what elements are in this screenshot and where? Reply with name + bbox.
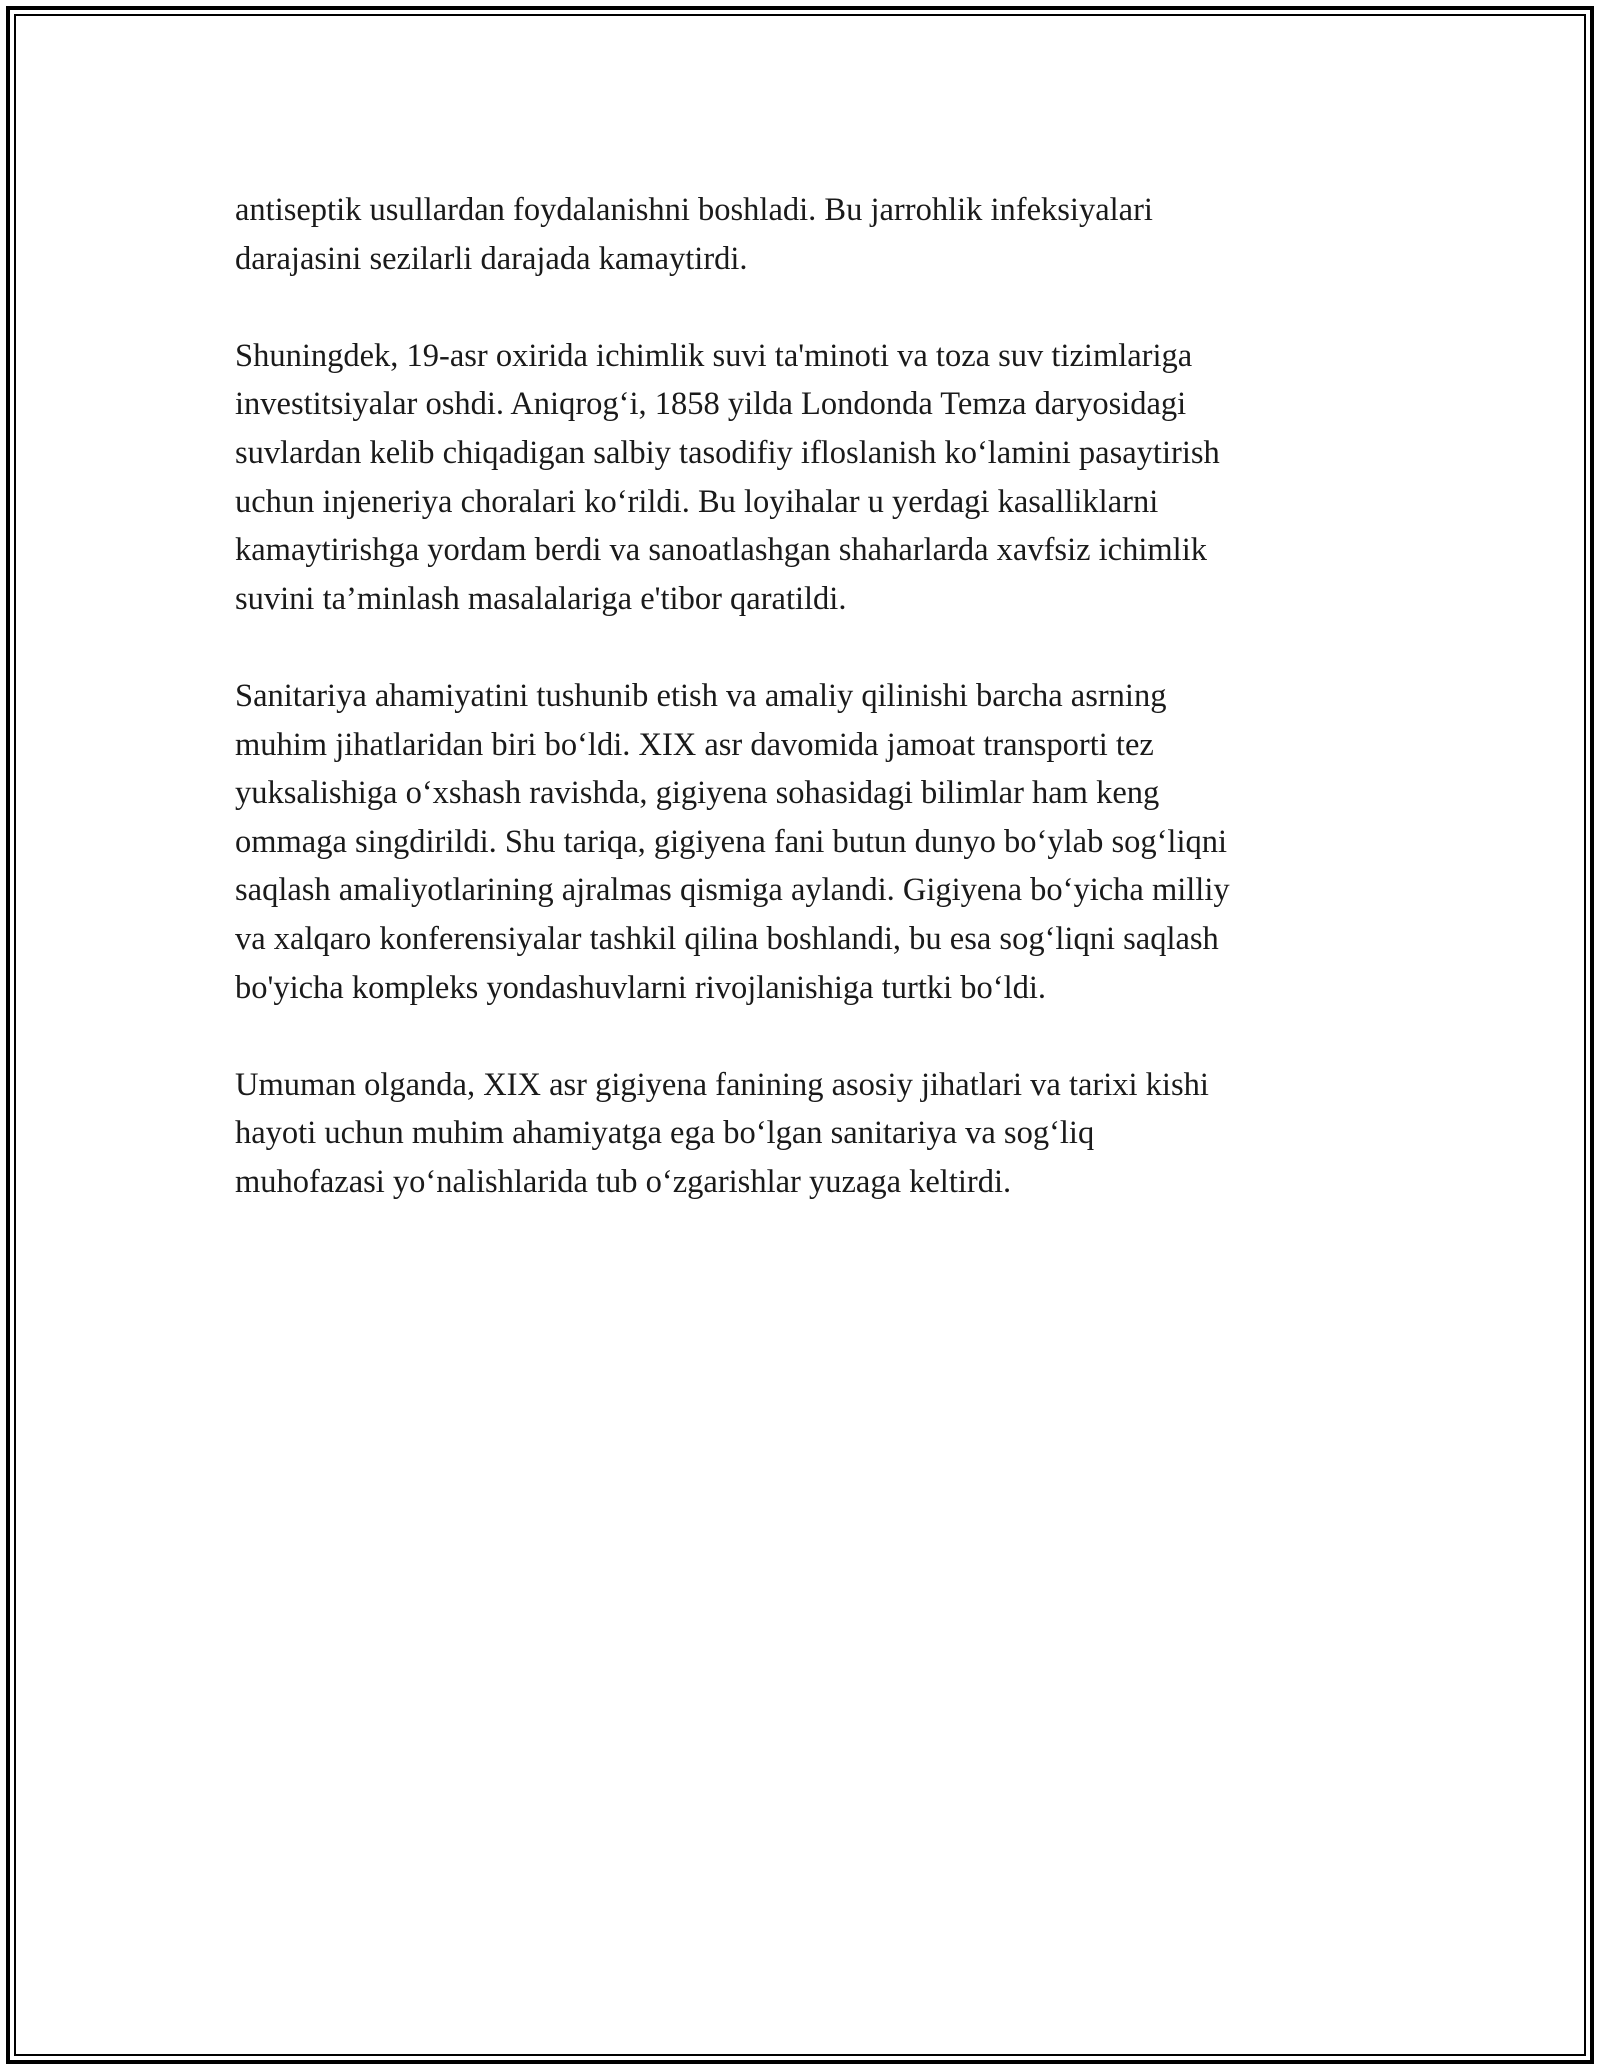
text-line: ommaga singdirildi. Shu tariqa, gigiyena fani butun dunyo bo‘ylab sog‘liqni (235, 823, 1228, 860)
text-line: suvini ta’minlash masalalariga e'tibor qaratildi. (235, 580, 847, 617)
document-body (235, 186, 1385, 1255)
text-line: suvlardan kelib chiqadigan salbiy tasodifiy ifloslanish ko‘lamini pasaytirish (235, 434, 1220, 471)
text-line: hayoti uchun muhim ahamiyatga ega bo‘lgan sanitariya va sog‘liq (235, 1115, 1095, 1152)
text-line: antiseptik usullardan foydalanishni boshladi. Bu jarrohlik infeksiyalari (235, 192, 1153, 228)
text-line: uchun injeneriya choralari ko‘rildi. Bu loyihalar u yerdagi kasalliklarni (235, 483, 1159, 520)
text-line: darajasini sezilarli darajada kamaytirdi. (235, 240, 748, 277)
text-line: muhofazasi yo‘nalishlarida tub o‘zgarishlar yuzaga keltirdi. (235, 1163, 1012, 1200)
text-line: yuksalishiga o‘xshash ravishda, gigiyena sohasidagi bilimlar ham keng (235, 775, 1160, 812)
text-line: Shuningdek, 19-asr oxirida ichimlik suvi ta'minoti va toza suv tizimlariga (235, 337, 1193, 374)
paragraph-conclusion (235, 1061, 1385, 1207)
paragraph-water-supply (235, 332, 1385, 624)
text-line: bo'yicha kompleks yondashuvlarni rivojlanishiga turtki bo‘ldi. (235, 969, 1047, 1006)
text-line: Sanitariya ahamiyatini tushunib etish va amaliy qilinishi barcha asrning (235, 677, 1167, 714)
text-line: kamaytirishga yordam berdi va sanoatlashgan shaharlarda xavfsiz ichimlik (235, 532, 1207, 569)
text-line: va xalqaro konferensiyalar tashkil qilina boshlandi, bu esa sog‘liqni saqlash (235, 920, 1219, 957)
paragraph-sanitation (235, 672, 1385, 1012)
text-line: saqlash amaliyotlarining ajralmas qismiga aylandi. Gigiyena bo‘yicha milliy (235, 872, 1230, 909)
text-line: Umuman olganda, XIX asr gigiyena fanining asosiy jihatlari va tarixi kishi (235, 1066, 1209, 1103)
paragraph-antiseptic (235, 186, 1385, 283)
text-line: muhim jihatlaridan biri bo‘ldi. XIX asr davomida jamoat transporti tez (235, 726, 1154, 763)
text-line: investitsiyalar oshdi. Aniqrog‘i, 1858 yilda Londonda Temza daryosidagi (235, 386, 1187, 423)
